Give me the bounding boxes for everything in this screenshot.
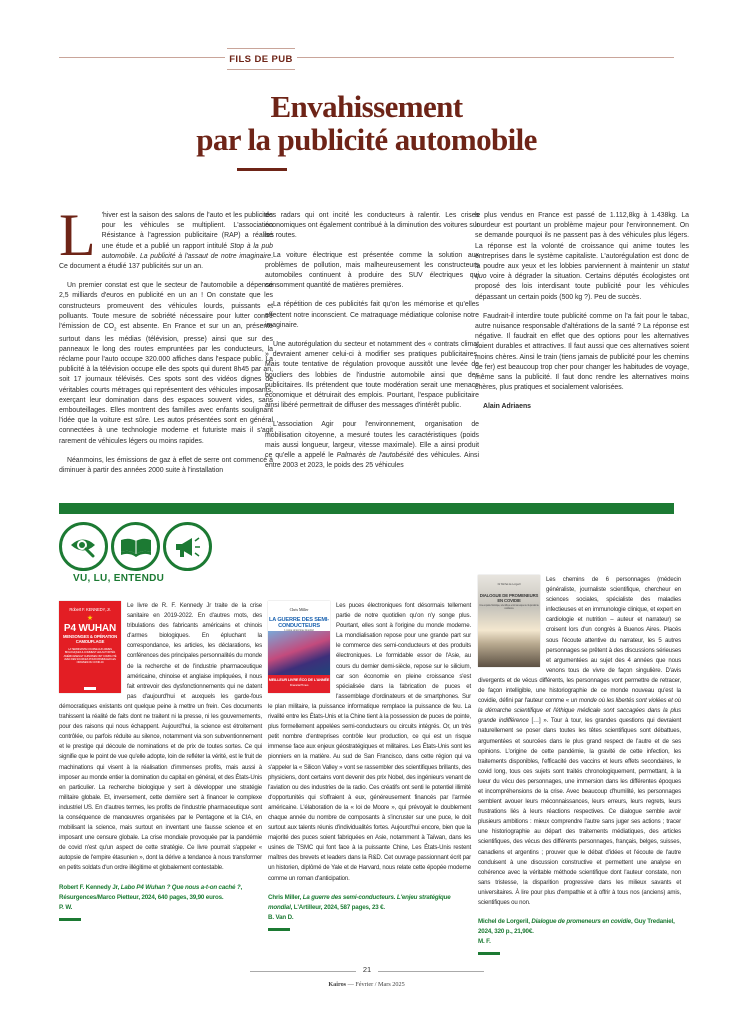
title-line-1: Envahissement (270, 89, 463, 124)
footer-rule-left (250, 971, 356, 972)
end-rule (268, 928, 290, 931)
section-divider-band (59, 503, 674, 514)
book-credit: Robert F. Kennedy Jr, Labo P4 Wuhan ? Que nous a-t-on caché ?, Résurgences/Marco Pietteur, 2024, 640 pages, 39,90 euros. (59, 883, 243, 901)
article-paragraph: des radars qui ont incité les conducteurs à ralentir. Les crises économiques ont également contribué à la diminution des voitures sur les routes. (265, 212, 479, 240)
article-column-3 (475, 211, 689, 422)
book-cover: Chris Miller LA GUERRE DES SEMI-CONDUCTEURS MEILLEUR LIVRE ÉCO DE L'ANNÉE Financial Times (268, 601, 330, 693)
china-flag-icon: ★ (86, 615, 94, 623)
article-paragraph: Faudrait-il interdire toute publicité comme on l'a fait pour le tabac, autre nuisance responsable d'altérations de la santé ? La réponse est négative. Il faudrait en effet que des options pour les alternatives soient durables et attractives. Il faut aussi que ces alternatives soient moins chères. Ainsi le train (tiens jamais de publicité pour les chemins de fer) est beaucoup trop cher pour changer les habitudes de voyage, même sans la publicité. Il faut donc rendre les alternatives moins chères, plus pratiques et socialement valorisées. (475, 312, 689, 392)
cover-illustration (268, 631, 330, 675)
publisher-logo (84, 687, 96, 690)
open-book-icon (111, 522, 160, 571)
section-rubric: FILS DE PUB (227, 48, 295, 70)
title-underline (237, 168, 287, 171)
page-title (0, 90, 733, 156)
end-rule (59, 918, 81, 921)
author-signature: Alain Adriaens (483, 403, 531, 411)
article-paragraph: Un premier constat est que le secteur de l'automobile a dépensé 2,5 milliards d'euros en publicité en un an ! On constate que les constructeurs promeuvent des véhicules lourds, puissants et polluants. Toute mesure de sobriété nécessaire pour lutter contre l'émission de $CO_2$ est absente. En France et sur un an, présente surtout dans les médias (télévision, presse) ainsi que sur des panneaux le long des routes empruntées par les conducteurs, la réclame pour l'auto occupe 320.000 affiches dans l'espace public. La publicité à la télévision occupe elle des spots qui durent 8h45 par an, soit 17 journaux télévisés. Ces spots sont des vidéos dignes de véritables courts métrages qui représentent des véhicules imposants, exerçant leur domination dans des espaces souvent vides, sans embouteillages. Elles montrent des familles avec enfants soulignant l'idée que la voiture est sûre. Les autos présentées sont en général connectées à une technologie moderne et futuriste mais il s'agit rarement de véhicules légers ou moins rapides. (59, 282, 273, 445)
rubric-rule-left (59, 57, 225, 58)
review-text: Les chemins de 6 personnages (médecin généraliste, journaliste scientifique, chercheur en sciences sociales, spécialiste des maladies infectieuses et en immunologie clinique, et expert en cardiologie et nutrition – auteur et narrateur) se croisent lors d'un congrès à Buenos Aires. Placés sous l'écoute attentive du narrateur, les 5 autres personnages se prêtent à des discussions sérieuses et argumentées au sujet des 4 années que nous venons tous de vivre de façon singulière. D'avis divergents et de vécus différents, les personnages vont permettre de retracer, de façon intelligible, une historiographie de ce monde nouveau qu'est la covidie, défini par l'auteur comme « un monde où les libertés sont violées et où la démarche scientifique et l'éthique médicale sont saccagées dans la plus grande indifférence […] ». Tour à tour, les grandes questions qui devraient naturellement se poser dans toutes les têtes scientifiques sont débattues, argumentées et sourcées dans le plus grand respect de l'autre et de ses opinions. L'origine de cette pandémie, la gravité de cette infection, les traitements disponibles, l'efficacité des vaccins et leurs effets secondaires, le covid long, tous ces sujets sont traités chronologiquement, permettant, à la lueur du vécu des personnages, une immersion dans les différentes époques et incompréhensions de la crise. Avec beaucoup d'humilité, les personnages semblent avouer leurs méconnaissances, leurs erreurs, leurs regrets, leurs frustrations liés à leurs réactions respectives. Ce dialogue semble avoir plusieurs ambitions : mieux comprendre l'autre sans juger ses actions ; tracer une historiographie au départ des traitements médiatiques, des articles scientifiques, des vécus des différents personnages, français, belges, suisses, canadiens et argentins ; prouver que le débat d'idées et l'écoute de l'autre conduisent à une discussion constructive et permettent une analyse en cohérence avec la véritable méthode scientifique dont l'auteur constate, non sans tristesse, la disparition progressive dans les milieux savants et universitaires. À lire pour plus d'empathie et à offrir à tous nos (anciens) amis, scientifiques ou non. (478, 576, 681, 906)
review-text: Le livre de R. F. Kennedy Jr traite de la crise sanitaire en 2019-2022. En d'autres mots, des tribulations des fabricants américains et chinois d'armes biologiques. En épluchant la correspondance, les articles, les déclarations, les conférences des principales personnalités du monde de la recherche et de l'industrie pharmaceutique américaine, chinoise et anglaise impliquées, il nous fait entrevoir des dysfonctionnements qui ne datent pas d'aujourd'hui et auxquels les garde-fous démocratiques existants ont quelque peine à mettre un frein. Ces documents trahissent la réalité de faits dont ne traitent ni la presse, ni les gouvernements, pour des raisons qui nous échappent. Aujourd'hui, la science est étroitement contrôlée, ou parfois réduite au silence, notamment via son subventionnement et le prestige qui découle de nominations et de prix de toutes sortes. Ce qui signifie que le point de vue qu'elle adopte, loin de refléter la vérité, est le fruit de machinations qui visent à la réalisation d'immenses profits, mais aussi à imposer au monde entier la domination du capital en général, et des États-Unis en particulier. La recherche biologique y sert à développer une stratégie militaire globale. Et, inversement, cette dernière sert à financer le complexe industriel US. En d'autres termes, les profits de l'industrie pharmaceutique sont la conséquence de manœuvres organisées par le Pentagone et la CIA, en mobilisant la science, mais surtout en inventant une fausse science et en imposant une censure globale. La crise mondiale provoquée par la pandémie de covid n'est qu'un aspect de cette stratégie. Ce livre pourrait s'appeler « autopsie de l'empire étasunien », dont la dérive a tendance à nous transformer en petits soldats d'un ordre illégitime et globalement contestable. (59, 602, 262, 872)
end-rule (478, 952, 500, 955)
book-cover: Robert F. KENNEDY, Jr. ★ P4 WUHAN MENSONGES & OPÉRATION CAMOUFLAGE LA TERRIFIANTE COURSE AUX ARMES BIOLOGIQUES & COMMENT LES AUTORITÉS AMÉRICAINES ET CHINOISES ONT COMPLOTÉ AVEC DES SOURCES POUR DISSIMULER LES ORIGINES DU COVID-19 (59, 601, 121, 693)
footer-publication: Kairos — Février / Mars 2025 (328, 981, 405, 988)
reviewer-initials: P. W. (59, 903, 73, 911)
book-cover: Dr Michel de Lorgeril DIALOGUE DE PROMENEURS EN COVIDIE Une enquête historique, scientifique et romanesque sur la pandémie covidienne (478, 575, 540, 667)
article-paragraph: L'association Agir pour l'environnement, organisation de mobilisation citoyenne, a mesuré toutes les caractéristiques (poids mais aussi longueur, largeur, vitesse maximale). Elle a ainsi produit ce qu'elle a appelé le Palmarès de l'autobésité des véhicules. Ainsi entre 2003 et 2023, le poids des 25 véhicules (265, 421, 479, 470)
footer-rule-right (378, 971, 484, 972)
article-column-2 (265, 211, 479, 480)
page-number: 21 (362, 965, 372, 974)
rubric-rule-right (297, 57, 674, 58)
article-paragraph: L 'hiver est la saison des salons de l'auto et les publicités pour les véhicules se multiplient. L'association Résistance à l'agression publicitaire (RAP) a réalisé une étude et a publié un rapport intitulé Stop à la pub automobile. La publicité à l'assaut de notre imaginaire. Ce document a étudié 137 publicités sur un an. (59, 202, 273, 271)
book-review-1 (59, 601, 262, 921)
article-paragraph: Une autorégulation du secteur et notamment des « contrats climat » devraient amener celui-ci à modifier ses pratiques publicitaires. Mais toute tentative de régulation provoque aussitôt une levée de boucliers des lobbies de l'industrie automobile ainsi que des publicitaires. Ils prétendent que toute modération serait une menace économique et détruirait des emplois. Pourtant, l'espace publicitaire ainsi libéré permettrait de diffuser des messages d'intérêt public. (265, 341, 479, 410)
article-paragraph: La répétition de ces publicités fait qu'on les mémorise et qu'elles affectent notre inconscient. Ce matraquage médiatique colonise notre imaginaire. (265, 301, 479, 329)
eye-magnifier-icon (59, 522, 108, 571)
article-paragraph: La voiture électrique est présentée comme la solution aux problèmes de pollution, mais malheureusement les constructeurs automobiles continuent à produire des SUV électriques qui consomment quantité de matières premières. (265, 251, 479, 290)
title-line-2: par la publicité automobile (196, 122, 537, 157)
article-column-1 (59, 202, 273, 485)
book-review-2 (268, 601, 471, 931)
book-credit: Michel de Lorgeril, Dialogue de promeneurs en covidie, Guy Tredaniel, 2024, 320 p., 21,90€. (478, 918, 675, 936)
article-paragraph: le plus vendus en France est passé de 1.112,8kg à 1.438kg. La lourdeur est pourtant un problème majeur pour l'environnement. On se demande pourquoi ils ne passent pas à des véhicules plus légers. La réponse est la volonté de croissance qui anime toutes les entreprises dans le système capitaliste. L'autorégulation est donc de la poudre aux yeux et les lobbies parviennent à maintenir un statut quo voire à dégrader la situation. Certains députés écologistes ont proposé des lois interdisant toute publicité pour les véhicules dépassant un certain poids (500 kg ?). Peu de succès. (475, 212, 689, 301)
book-credit: Chris Miller, La guerre des semi-conducteurs. L'enjeu stratégique mondial, L'Artilleur, 2024, 587 pages, 23 €. (268, 893, 451, 911)
article-paragraph: Néanmoins, les émissions de gaz à effet de serre ont commencé à diminuer à partir des années 2000 suite à l'installation (59, 456, 273, 475)
section-label: VU, LU, ENTENDU (73, 573, 165, 584)
book-review-3 (478, 575, 681, 955)
reviewer-initials: M. F. (478, 938, 491, 946)
reviewer-initials: B. Van D. (268, 913, 294, 921)
megaphone-icon (163, 522, 212, 571)
drop-cap: L (59, 202, 96, 268)
review-text: Les puces électroniques font désormais tellement partie de notre quotidien qu'on n'y songe plus. Pourtant, elles sont à l'origine du monde moderne. La mondialisation repose pour une grande part sur le commerce des semi-conducteurs et des produits électroniques. Le formidable essor de l'Asie, au cours du dernier demi-siècle, repose sur le silicium, car son économie en pleine croissance s'est spécialisée dans la fabrication de puces et l'assemblage d'ordinateurs et de smartphones. Sur le plan militaire, la puissance informatique remplace la puissance de feu. La rivalité entre les États-Unis et la Chine tient à la possession de puces de pointe, plus formellement appelées semi-conducteurs ou circuits intégrés. Or, un très petit nombre d'entreprises contrôle leur production, ce qui est un risque immense face aux enjeux géostratégiques et militaires. Les États-Unis sont les pionniers en la matière. Au sud de San Francisco, dans cette région qui va s'appeler la « Silicon Valley » vont se rassembler des scientifiques brillants, des physiciens, dont certains vont devenir des prix Nobel, des ingénieurs venant de l'aviation ou des industries de la radio. Ces créatifs ont senti le potentiel illimité d'opportunités qui s'offraient à eux, généreusement financés par l'armée américaine. L'élaboration de la « loi de Moore », qui prévoyait le doublement chaque année du nombre de composants à s'incruster sur une puce, le doit surtout aux talents réunis d'individualités fortes. Aujourd'hui encore, bien que la majorité des puces soient fabriquées en Asie, notamment à Taïwan, dans les usines de TSMC qui font face à la puissante Chine, Les États-Unis restent maîtres des brevets et leaders dans la R&D. Cet ouvrage passionnant écrit par un historien, diplômé de Yale et de Harvard, nous relate cette épopée moderne comme un roman d'anticipation. (268, 602, 471, 882)
